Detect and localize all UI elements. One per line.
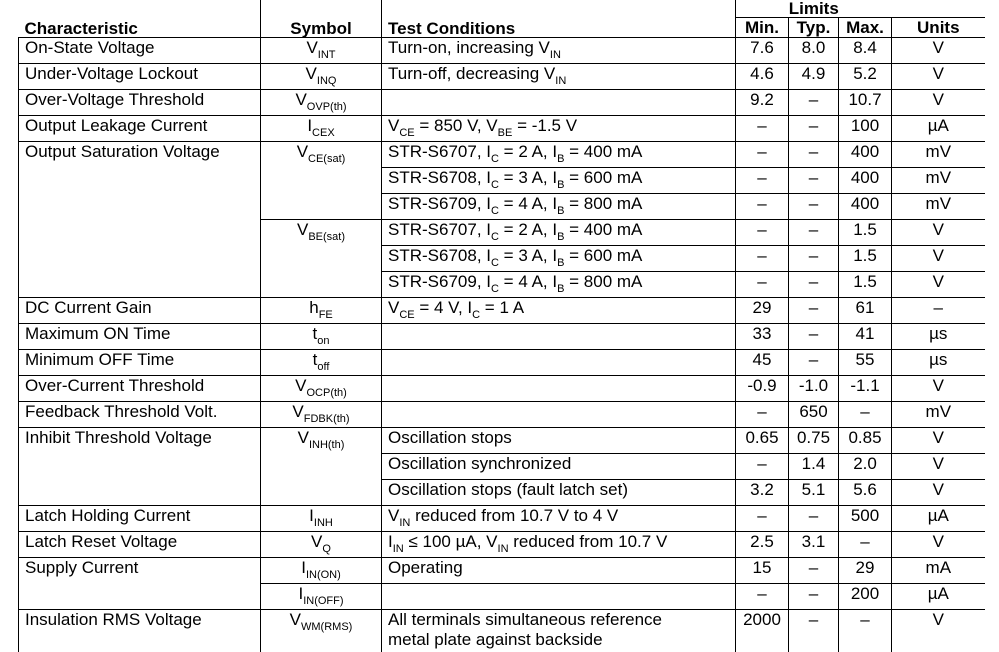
symbol-subscript: INH (314, 517, 333, 529)
symbol-letter: V (311, 532, 322, 551)
cell-min: – (736, 116, 789, 142)
test-condition-text: STR-S6708, I (388, 246, 491, 265)
cell-test-conditions (382, 246, 736, 272)
cell-units: µs (892, 324, 985, 350)
cell-min: – (736, 246, 789, 272)
test-condition-text: = 850 V, V (415, 116, 498, 135)
cell-test-conditions (382, 64, 736, 90)
cell-max: 55 (839, 350, 892, 376)
cell-symbol (261, 64, 382, 90)
test-condition-text: ≤ 100 µA, V (404, 532, 498, 551)
test-condition-text: B (557, 283, 564, 295)
cell-test-conditions (382, 90, 736, 116)
test-condition-text: STR-S6709, I (388, 272, 491, 291)
cell-min: – (736, 142, 789, 168)
cell-characteristic: Feedback Threshold Volt. (19, 402, 261, 428)
test-condition-text: C (491, 205, 499, 217)
table-row (19, 506, 985, 532)
cell-typ: – (789, 194, 839, 220)
cell-symbol (261, 558, 382, 584)
test-condition-text: = 400 mA (564, 220, 642, 239)
cell-typ: – (789, 298, 839, 324)
cell-typ: 3.1 (789, 532, 839, 558)
test-condition-text: = 4 A, I (499, 272, 557, 291)
cell-characteristic: Inhibit Threshold Voltage (19, 428, 261, 506)
test-condition-text: = 2 A, I (499, 220, 557, 239)
symbol-subscript: Q (322, 543, 331, 555)
symbol-letter: V (306, 64, 317, 83)
cell-test-conditions (382, 142, 736, 168)
cell-max: 61 (839, 298, 892, 324)
cell-characteristic: On-State Voltage (19, 38, 261, 64)
test-condition-text: C (491, 231, 499, 243)
cell-units: V (892, 428, 985, 454)
test-condition-text: V (388, 506, 399, 525)
test-condition-text: B (557, 179, 564, 191)
test-condition-text: STR-S6707, I (388, 220, 491, 239)
table-row (19, 558, 985, 584)
symbol-subscript: INT (318, 49, 336, 61)
col-header-typ: Typ. (789, 18, 839, 38)
test-condition-text: = 600 mA (564, 168, 642, 187)
test-condition-text: Oscillation stops (388, 428, 512, 447)
col-header-symbol: Symbol (261, 0, 382, 38)
test-condition-text: V (388, 298, 399, 317)
cell-min: – (736, 220, 789, 246)
cell-typ: 1.4 (789, 454, 839, 480)
symbol-subscript: FE (319, 309, 333, 321)
test-condition-text: STR-S6707, I (388, 142, 491, 161)
test-condition-text: STR-S6709, I (388, 194, 491, 213)
cell-max: 400 (839, 168, 892, 194)
test-condition-text: metal plate against backside (388, 630, 603, 649)
cell-characteristic: Over-Voltage Threshold (19, 90, 261, 116)
cell-units: mV (892, 168, 985, 194)
cell-typ: – (789, 116, 839, 142)
cell-units: V (892, 90, 985, 116)
cell-test-conditions (382, 350, 736, 376)
symbol-letter: h (309, 298, 318, 317)
test-condition-text: C (491, 153, 499, 165)
cell-max: – (839, 402, 892, 428)
cell-units: µA (892, 506, 985, 532)
cell-min: 4.6 (736, 64, 789, 90)
cell-units: – (892, 298, 985, 324)
cell-test-conditions (382, 168, 736, 194)
cell-units: V (892, 454, 985, 480)
cell-test-conditions (382, 116, 736, 142)
cell-test-conditions (382, 532, 736, 558)
cell-max: 1.5 (839, 220, 892, 246)
cell-test-conditions (382, 220, 736, 246)
limits-spacer (892, 0, 985, 18)
test-condition-text: V (388, 116, 399, 135)
cell-min: 2.5 (736, 532, 789, 558)
cell-typ: 0.75 (789, 428, 839, 454)
cell-test-conditions (382, 402, 736, 428)
symbol-subscript: INQ (317, 75, 337, 87)
cell-characteristic: Latch Reset Voltage (19, 532, 261, 558)
symbol-letter: I (307, 116, 312, 135)
test-condition-text: Oscillation synchronized (388, 454, 571, 473)
symbol-subscript: OCP(th) (307, 387, 347, 399)
test-condition-text: I (388, 532, 393, 551)
cell-symbol (261, 298, 382, 324)
cell-characteristic: Latch Holding Current (19, 506, 261, 532)
test-condition-text: Turn-off, decreasing V (388, 64, 555, 83)
cell-characteristic: Output Leakage Current (19, 116, 261, 142)
table-row (19, 116, 985, 142)
cell-test-conditions (382, 428, 736, 454)
cell-units: V (892, 220, 985, 246)
col-header-limits: Limits (736, 0, 892, 18)
table-row (19, 376, 985, 402)
symbol-subscript: IN(OFF) (303, 595, 343, 607)
test-condition-text: = 800 mA (564, 272, 642, 291)
cell-symbol (261, 376, 382, 402)
cell-test-conditions (382, 558, 736, 584)
test-condition-text: B (557, 231, 564, 243)
cell-max: 5.2 (839, 64, 892, 90)
test-condition-text: STR-S6708, I (388, 168, 491, 187)
cell-typ: – (789, 168, 839, 194)
cell-max: 100 (839, 116, 892, 142)
test-condition-text: Operating (388, 558, 463, 577)
symbol-subscript: CE(sat) (308, 153, 345, 165)
cell-min: 29 (736, 298, 789, 324)
col-header-min: Min. (736, 18, 789, 38)
cell-units: V (892, 272, 985, 298)
test-condition-text: = 400 mA (564, 142, 642, 161)
cell-min: – (736, 584, 789, 610)
symbol-letter: t (313, 324, 318, 343)
cell-max: 400 (839, 142, 892, 168)
table-row (19, 350, 985, 376)
cell-min: – (736, 194, 789, 220)
table-row (19, 38, 985, 64)
symbol-letter: I (298, 584, 303, 603)
test-condition-text: IN (393, 543, 404, 555)
table-row (19, 610, 985, 652)
symbol-subscript: off (317, 361, 329, 373)
cell-symbol (261, 38, 382, 64)
cell-typ: – (789, 272, 839, 298)
cell-units: V (892, 610, 985, 652)
symbol-letter: t (313, 350, 318, 369)
cell-units: mV (892, 402, 985, 428)
test-condition-text: IN (399, 517, 410, 529)
test-condition-text: = 4 A, I (499, 194, 557, 213)
cell-symbol (261, 116, 382, 142)
cell-typ: – (789, 584, 839, 610)
cell-test-conditions (382, 610, 736, 652)
cell-typ: 5.1 (789, 480, 839, 506)
test-condition-text: IN (550, 49, 561, 61)
cell-max: – (839, 610, 892, 652)
test-condition-text: = 3 A, I (499, 246, 557, 265)
cell-characteristic: Output Saturation Voltage (19, 142, 261, 298)
col-header-max: Max. (839, 18, 892, 38)
cell-test-conditions (382, 38, 736, 64)
table-row (19, 428, 985, 454)
cell-typ: 4.9 (789, 64, 839, 90)
symbol-letter: V (295, 376, 306, 395)
cell-units: mV (892, 142, 985, 168)
cell-characteristic: Minimum OFF Time (19, 350, 261, 376)
cell-test-conditions (382, 584, 736, 610)
cell-typ: -1.0 (789, 376, 839, 402)
symbol-letter: I (309, 506, 314, 525)
cell-test-conditions (382, 480, 736, 506)
cell-min: – (736, 402, 789, 428)
cell-symbol (261, 142, 382, 220)
cell-test-conditions (382, 272, 736, 298)
symbol-letter: V (306, 38, 317, 57)
test-condition-text: = -1.5 V (512, 116, 577, 135)
cell-max: 8.4 (839, 38, 892, 64)
cell-test-conditions (382, 324, 736, 350)
symbol-subscript: OVP(th) (307, 101, 347, 113)
cell-min: 15 (736, 558, 789, 584)
cell-min: 45 (736, 350, 789, 376)
cell-min: – (736, 168, 789, 194)
symbol-subscript: IN(ON) (306, 569, 341, 581)
col-header-characteristic: Characteristic (19, 0, 261, 38)
table-row (19, 142, 985, 168)
cell-max: 1.5 (839, 246, 892, 272)
cell-symbol (261, 610, 382, 652)
cell-min: – (736, 272, 789, 298)
table-row (19, 298, 985, 324)
cell-symbol (261, 584, 382, 610)
cell-units: µA (892, 584, 985, 610)
cell-max: 200 (839, 584, 892, 610)
table-body (19, 38, 985, 652)
cell-units: V (892, 246, 985, 272)
cell-typ: – (789, 610, 839, 652)
cell-test-conditions (382, 298, 736, 324)
cell-max: 29 (839, 558, 892, 584)
test-condition-text: B (557, 257, 564, 269)
symbol-subscript: FDBK(th) (304, 413, 350, 425)
cell-max: 41 (839, 324, 892, 350)
cell-max: 0.85 (839, 428, 892, 454)
test-condition-text: = 4 V, I (415, 298, 473, 317)
header-row-top (19, 0, 985, 18)
symbol-letter: I (301, 558, 306, 577)
table-row (19, 532, 985, 558)
cell-units: mV (892, 194, 985, 220)
symbol-letter: V (298, 428, 309, 447)
cell-typ: – (789, 324, 839, 350)
test-condition-text: C (472, 309, 480, 321)
table-row (19, 64, 985, 90)
cell-min: -0.9 (736, 376, 789, 402)
test-condition-text: reduced from 10.7 V (509, 532, 668, 551)
test-condition-text: = 3 A, I (499, 168, 557, 187)
cell-units: V (892, 376, 985, 402)
test-condition-text: = 800 mA (564, 194, 642, 213)
cell-max: 2.0 (839, 454, 892, 480)
cell-symbol (261, 350, 382, 376)
symbol-subscript: on (317, 335, 329, 347)
cell-typ: – (789, 220, 839, 246)
symbol-subscript: CEX (312, 127, 335, 139)
cell-max: 500 (839, 506, 892, 532)
test-condition-text: CE (399, 127, 414, 139)
table-row (19, 402, 985, 428)
symbol-letter: V (297, 142, 308, 161)
cell-characteristic: Over-Current Threshold (19, 376, 261, 402)
test-condition-text: B (557, 153, 564, 165)
cell-max: 1.5 (839, 272, 892, 298)
cell-max: -1.1 (839, 376, 892, 402)
test-condition-text: CE (399, 309, 414, 321)
cell-characteristic: Supply Current (19, 558, 261, 610)
cell-min: 3.2 (736, 480, 789, 506)
symbol-letter: V (295, 90, 306, 109)
cell-symbol (261, 90, 382, 116)
test-condition-text: BE (498, 127, 513, 139)
cell-min: 0.65 (736, 428, 789, 454)
cell-units: µs (892, 350, 985, 376)
cell-min: – (736, 454, 789, 480)
cell-symbol (261, 402, 382, 428)
test-condition-text: = 2 A, I (499, 142, 557, 161)
table-row (19, 324, 985, 350)
cell-min: 33 (736, 324, 789, 350)
cell-test-conditions (382, 506, 736, 532)
cell-units: µA (892, 116, 985, 142)
symbol-subscript: BE(sat) (308, 231, 345, 243)
cell-min: – (736, 506, 789, 532)
cell-typ: 8.0 (789, 38, 839, 64)
test-condition-text: C (491, 179, 499, 191)
cell-test-conditions (382, 454, 736, 480)
symbol-subscript: WM(RMS) (301, 621, 352, 633)
cell-units: V (892, 532, 985, 558)
symbol-letter: V (297, 220, 308, 239)
cell-min: 2000 (736, 610, 789, 652)
cell-symbol (261, 506, 382, 532)
test-condition-text: Oscillation stops (fault latch set) (388, 480, 628, 499)
cell-symbol (261, 220, 382, 298)
cell-typ: – (789, 246, 839, 272)
test-condition-text: All terminals simultaneous reference (388, 610, 662, 629)
test-condition-text: C (491, 257, 499, 269)
cell-max: – (839, 532, 892, 558)
col-header-test-conditions: Test Conditions (382, 0, 736, 38)
cell-characteristic: DC Current Gain (19, 298, 261, 324)
cell-typ: – (789, 90, 839, 116)
symbol-letter: V (290, 610, 301, 629)
cell-units: V (892, 38, 985, 64)
cell-units: mA (892, 558, 985, 584)
test-condition-text: = 1 A (480, 298, 524, 317)
cell-test-conditions (382, 376, 736, 402)
symbol-subscript: INH(th) (309, 439, 344, 451)
cell-max: 5.6 (839, 480, 892, 506)
cell-symbol (261, 532, 382, 558)
test-condition-text: Turn-on, increasing V (388, 38, 550, 57)
test-condition-text: IN (555, 75, 566, 87)
test-condition-text: C (491, 283, 499, 295)
cell-symbol (261, 324, 382, 350)
cell-characteristic: Maximum ON Time (19, 324, 261, 350)
test-condition-text: B (557, 205, 564, 217)
cell-units: V (892, 64, 985, 90)
cell-typ: – (789, 350, 839, 376)
cell-typ: 650 (789, 402, 839, 428)
test-condition-text: = 600 mA (564, 246, 642, 265)
col-header-units: Units (892, 18, 985, 38)
symbol-letter: V (292, 402, 303, 421)
cell-max: 400 (839, 194, 892, 220)
table-row (19, 90, 985, 116)
cell-characteristic: Insulation RMS Voltage (19, 610, 261, 652)
electrical-characteristics-table (18, 0, 985, 652)
cell-max: 10.7 (839, 90, 892, 116)
cell-typ: – (789, 558, 839, 584)
cell-min: 9.2 (736, 90, 789, 116)
cell-typ: – (789, 142, 839, 168)
cell-min: 7.6 (736, 38, 789, 64)
cell-typ: – (789, 506, 839, 532)
test-condition-text: reduced from 10.7 V to 4 V (410, 506, 618, 525)
cell-units: V (892, 480, 985, 506)
cell-characteristic: Under-Voltage Lockout (19, 64, 261, 90)
test-condition-text: IN (498, 543, 509, 555)
cell-test-conditions (382, 194, 736, 220)
cell-symbol (261, 428, 382, 506)
